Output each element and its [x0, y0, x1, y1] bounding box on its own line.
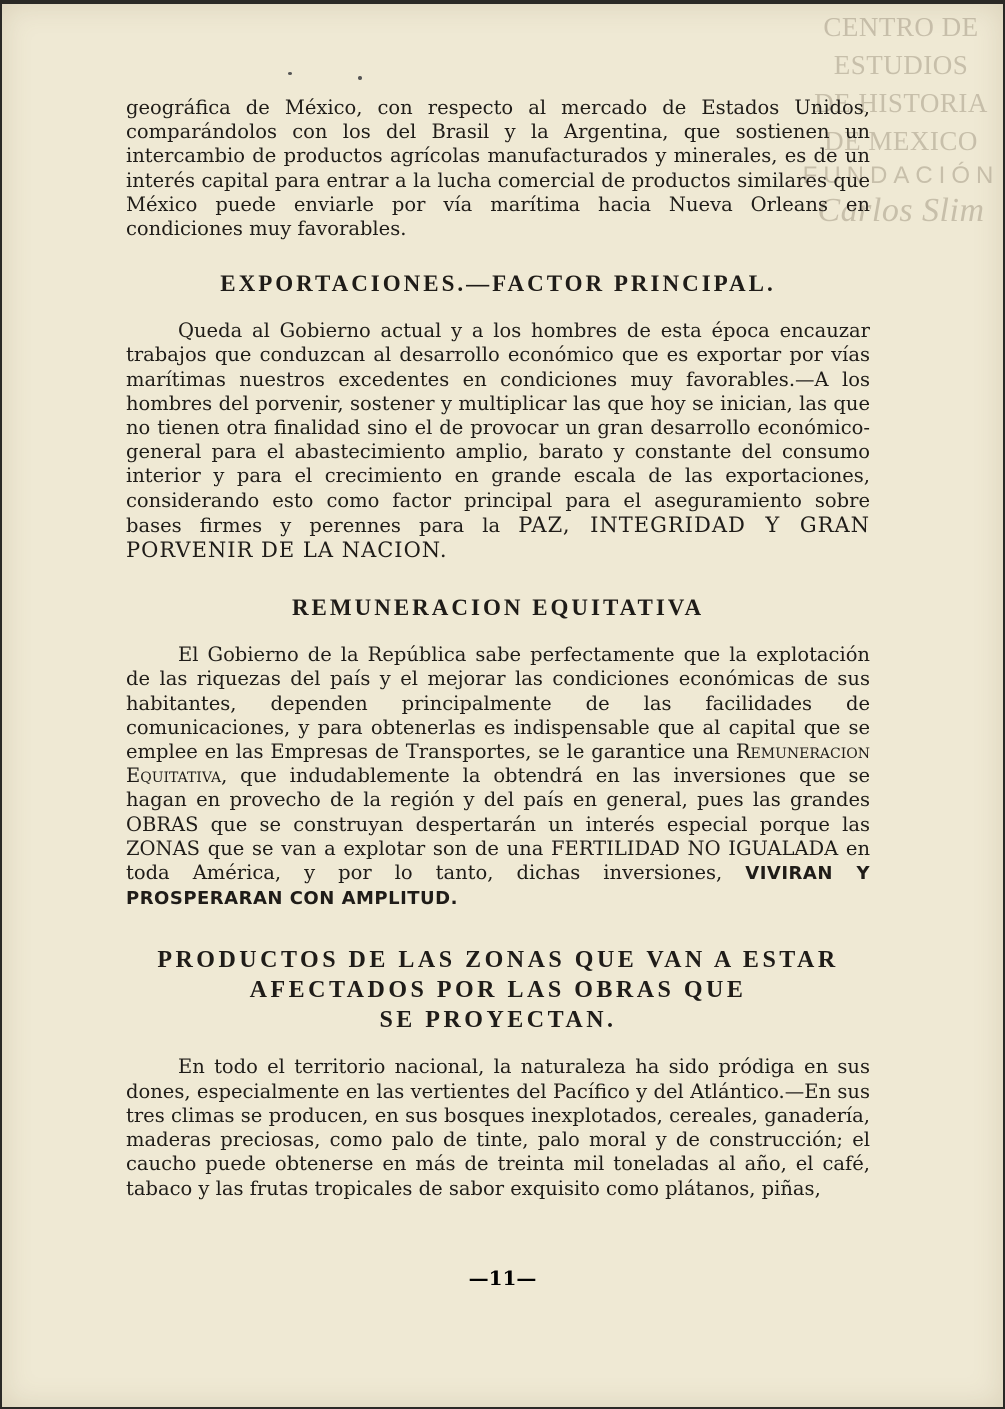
section-heading-productos [126, 945, 870, 1035]
heading-line: PRODUCTOS DE LAS ZONAS QUE VAN A ESTAR [157, 947, 839, 974]
heading-line: SE PROYECTAN. [379, 1007, 617, 1034]
heading-line: AFECTADOS POR LAS OBRAS QUE [249, 977, 747, 1004]
paragraph-text: Queda al Gobierno actual y a los hombres de esta época encauzar trabajos que conduzcan al desarrollo económico que es exportar por vías marítimas nuestros excedentes en condiciones muy favorables.—A los hombres del porvenir, sostener y multiplicar las que hoy se inician, las que no tienen otra finalidad sino el de provocar un gran desarrollo económico-general para el abastecimiento amplio, barato y constante del consumo interior y para el crecimiento en grande escala de las exportaciones, considerando esto como factor principal para el aseguramiento sobre bases firmes y perennes para la [126, 319, 870, 537]
emphasis-bold: VIVIRAN Y PROSPERARAN CON AMPLITUD. [126, 863, 870, 910]
document-page [2, 4, 1003, 1407]
paragraph-text: , que indudablemente la obtendrá en las inversiones que se hagan en provecho de la región y del país en general, pues las grandes OBRAS que se construyan despertarán un interés especial porque las ZONAS que se van a explotar son de una FERTILIDAD NO IGUALADA en toda América, y por lo tanto, dichas inversiones, [126, 764, 870, 885]
watermark-line: CENTRO DE [823, 12, 979, 42]
page-number: —11— [468, 1266, 537, 1290]
small-caps-phrase: Remuneracion Equitativa [126, 740, 870, 788]
ink-speck [288, 72, 292, 75]
watermark-foundation: FUNDACIÓN [802, 162, 1000, 189]
section-paragraph-exportaciones [126, 319, 870, 563]
page-content [126, 96, 870, 1201]
section-heading-remuneracion: REMUNERACION EQUITATIVA [291, 595, 705, 621]
ink-speck [358, 76, 362, 80]
intro-paragraph: geográfica de México, con respecto al mercado de Estados Unidos, comparándolos con los del Brasil y la Argentina, que sostienen un intercambio de productos agrícolas manufacturados y minerales, es de un interés capital para entrar a la lucha comercial de productos similares que México puede enviarle por vía marítima hacia Nueva Orleans en condiciones muy favorables. [126, 96, 870, 241]
section-paragraph-remuneracion [126, 643, 870, 911]
section-heading-exportaciones: EXPORTACIONES.—FACTOR PRINCIPAL. [220, 271, 776, 297]
watermark-line: ESTUDIOS [833, 50, 969, 80]
emphasis-caps: PAZ, INTEGRIDAD Y GRAN PORVENIR DE LA NACION. [126, 512, 870, 563]
watermark-signature: Carlos Slim [817, 192, 985, 229]
paragraph-text: El Gobierno de la República sabe perfectamente que la explotación de las riquezas del país y el mejorar las condiciones económicas de sus habitantes, dependen principalmente de las facilidades de comunicaciones, y para obtenerlas es indispensable que al capital que se emplee en las Empresas de Transportes, se le garantice una [126, 643, 870, 764]
watermark-line: DE HISTORIA [814, 88, 988, 118]
section-paragraph-productos: En todo el territorio nacional, la naturaleza ha sido pródiga en sus dones, especialmente en las vertientes del Pacífico y del Atlántico.—En sus tres climas se producen, en sus bosques inexplotados, cereales, ganadería, maderas preciosas, como palo de tinte, palo moral y de construcción; el caucho puede obtenerse en más de treinta mil toneladas al año, el café, tabaco y las frutas tropicales de sabor exquisito como plátanos, piñas, [126, 1055, 870, 1200]
watermark-line: DE MEXICO [824, 126, 978, 156]
